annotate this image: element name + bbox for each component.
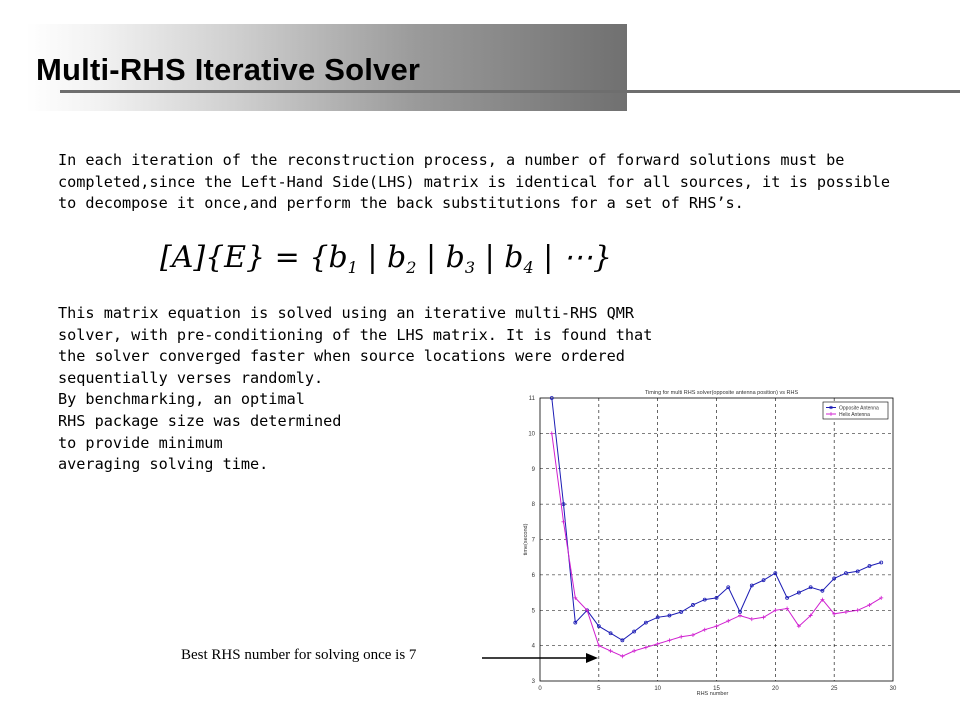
equation-subscript: 3 bbox=[464, 258, 476, 277]
y-tick-label: 4 bbox=[531, 643, 535, 650]
x-tick-label: 5 bbox=[597, 686, 601, 692]
equation-subscript: 2 bbox=[406, 258, 417, 277]
equation-subscript: 4 bbox=[523, 258, 534, 277]
method-line: This matrix equation is solved using an iterative multi-RHS QMR bbox=[58, 304, 635, 322]
equation-term: b bbox=[504, 240, 524, 275]
legend-label: Helix Antenna bbox=[839, 412, 870, 418]
timing-chart bbox=[505, 383, 900, 695]
x-tick-label: 30 bbox=[889, 686, 897, 692]
y-axis-label: time(second) bbox=[523, 523, 529, 556]
y-tick-label: 7 bbox=[531, 537, 535, 544]
x-tick-label: 15 bbox=[713, 686, 720, 692]
equation-separator: | bbox=[416, 240, 446, 275]
method-line: By benchmarking, an optimal bbox=[58, 390, 305, 409]
best-rhs-annotation: Best RHS number for solving once is 7 bbox=[181, 647, 417, 663]
x-axis-label: RHS number bbox=[696, 691, 729, 695]
intro-line: completed,since the Left-Hand Side(LHS) matrix is identical for all sources, it is possible bbox=[58, 172, 891, 191]
equation-subscript: 1 bbox=[347, 258, 358, 277]
method-line: solver, with pre-conditioning of the LHS matrix. It is found that bbox=[58, 325, 653, 344]
title-underline bbox=[60, 90, 960, 93]
equation-separator: | bbox=[475, 240, 505, 275]
y-tick-label: 10 bbox=[528, 431, 535, 438]
intro-line: to decompose it once,and perform the back substitutions for a set of RHS’s. bbox=[58, 194, 744, 213]
intro-paragraph bbox=[58, 150, 890, 215]
legend-label: Opposite Antenna bbox=[839, 405, 879, 412]
y-tick-label: 6 bbox=[531, 572, 535, 579]
y-tick-label: 11 bbox=[528, 396, 535, 402]
equation-lhs: [A]{E} = { bbox=[160, 240, 329, 275]
slide-title: Multi-RHS Iterative Solver bbox=[36, 52, 421, 87]
annotation-arrow bbox=[480, 651, 600, 665]
equation-separator: | bbox=[357, 240, 388, 275]
method-line: averaging solving time. bbox=[58, 455, 269, 474]
method-line: sequentially verses randomly. bbox=[58, 368, 324, 387]
method-line: the solver converged faster when source locations were ordered bbox=[58, 347, 625, 366]
x-tick-label: 25 bbox=[830, 686, 838, 692]
equation-term: b bbox=[328, 240, 348, 275]
matrix-equation bbox=[160, 240, 612, 277]
equation-term: b bbox=[387, 240, 407, 275]
equation-tail: | ⋯} bbox=[533, 240, 612, 275]
y-tick-label: 8 bbox=[531, 502, 535, 509]
x-tick-label: 10 bbox=[654, 686, 662, 692]
chart-title: Timing for multi RHS solver(opposite antenna position) vs RHS bbox=[644, 390, 799, 396]
method-line: RHS package size was determined bbox=[58, 411, 342, 430]
method-line: to provide minimum bbox=[58, 433, 223, 452]
equation-term: b bbox=[445, 240, 465, 275]
y-tick-label: 5 bbox=[531, 608, 535, 615]
x-tick-label: 20 bbox=[771, 686, 779, 692]
x-tick-label: 0 bbox=[538, 686, 542, 692]
y-tick-label: 3 bbox=[531, 679, 535, 685]
intro-line: In each iteration of the reconstruction process, a number of forward solutions must be bbox=[58, 151, 845, 169]
y-tick-label: 9 bbox=[531, 466, 535, 473]
